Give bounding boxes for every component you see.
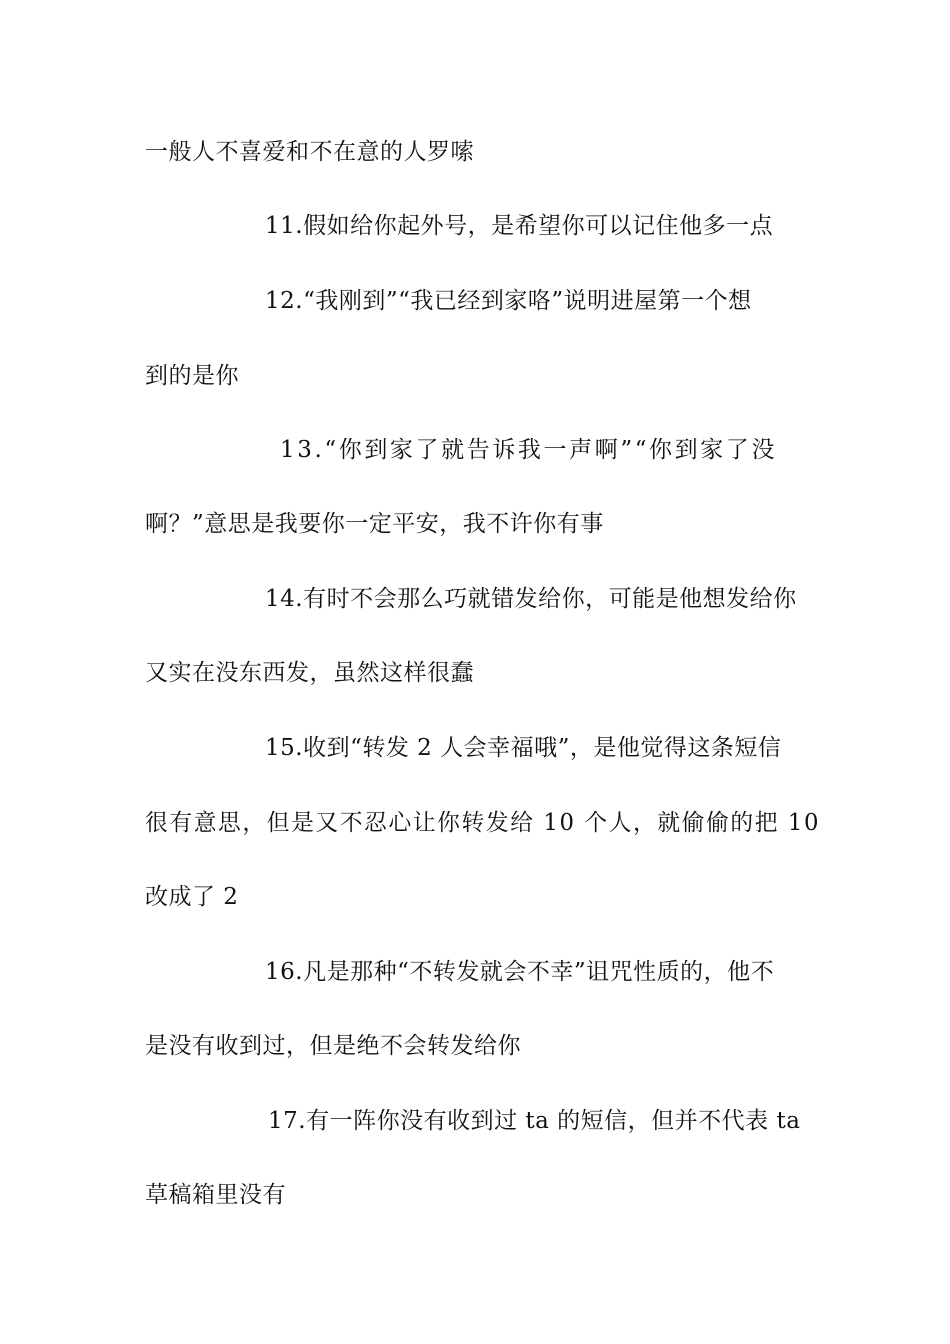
text-line-11: 改成了 2 [145,884,239,910]
text-line-9: 15.收到“转发 2 人会幸福哦”，是他觉得这条短信 [265,735,782,761]
text-line-12: 16.凡是那种“不转发就会不幸”诅咒性质的，他不 [265,959,775,985]
text-line-4: 到的是你 [145,363,239,389]
text-line-14: 17.有一阵你没有收到过 ta 的短信，但并不代表 ta [268,1108,801,1134]
text-line-8: 又实在没东西发，虽然这样很蠢 [145,660,474,686]
text-line-3: 12.“我刚到”“我已经到家咯”说明进屋第一个想 [265,288,752,314]
text-line-5: 13.“你到家了就告诉我一声啊”“你到家了没 [280,437,778,463]
text-line-15: 草稿箱里没有 [145,1182,286,1208]
text-line-1: 一般人不喜爱和不在意的人罗嗦 [145,139,474,165]
text-line-7: 14.有时不会那么巧就错发给你，可能是他想发给你 [265,586,797,612]
text-line-2: 11.假如给你起外号，是希望你可以记住他多一点 [265,213,774,239]
text-line-10: 很有意思，但是又不忍心让你转发给 10 个人，就偷偷的把 10 [145,810,821,836]
text-line-13: 是没有收到过，但是绝不会转发给你 [145,1033,521,1059]
text-line-6: 啊？”意思是我要你一定平安，我不许你有事 [145,511,604,537]
